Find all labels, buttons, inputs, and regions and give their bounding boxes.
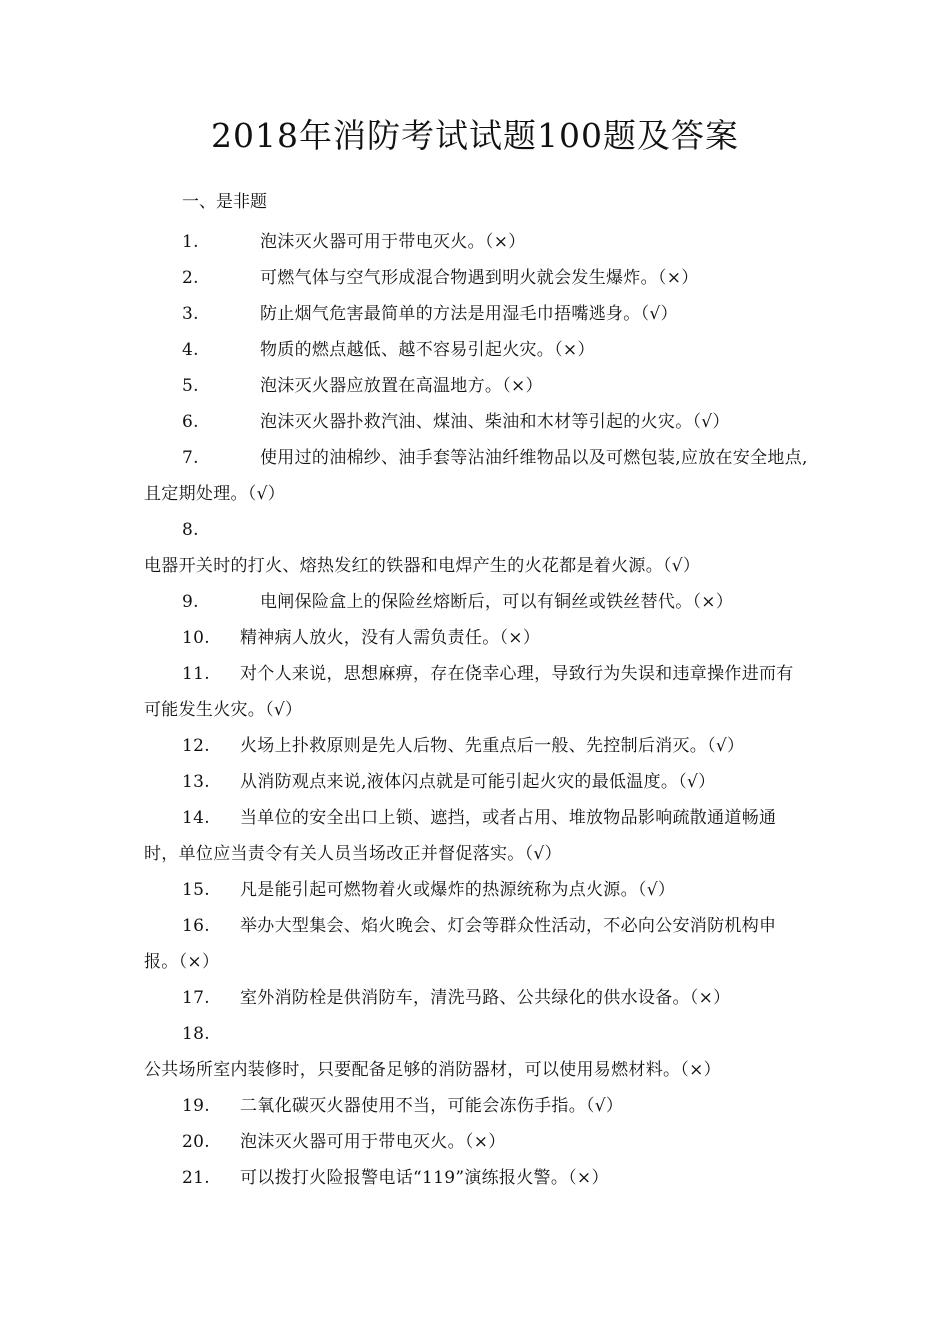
item-number: 19. xyxy=(182,1096,210,1116)
item-text: 举办大型集会、焰火晚会、灯会等群众性活动，不必向公安消防机构申报。（×） xyxy=(144,916,777,972)
item-text: 防止烟气危害最简单的方法是用湿毛巾捂嘴逃身。（√） xyxy=(260,304,678,324)
list-item xyxy=(144,224,810,260)
item-text: 对个人来说，思想麻痹，存在侥幸心理，导致行为失误和违章操作进而有可能发生火灾。（√） xyxy=(144,664,794,720)
item-number: 17. xyxy=(182,988,210,1008)
list-item xyxy=(144,1160,810,1196)
item-number: 2. xyxy=(182,268,199,288)
item-text: 火场上扑救原则是先人后物、先重点后一般、先控制后消灭。（√） xyxy=(240,736,745,756)
item-number: 18. xyxy=(182,1024,210,1044)
list-item xyxy=(144,872,810,908)
list-item xyxy=(144,908,810,980)
item-text: 凡是能引起可燃物着火或爆炸的热源统称为点火源。（√） xyxy=(240,880,676,900)
item-text: 使用过的油棉纱、油手套等沾油纤维物品以及可燃包装,应放在安全地点,且定期处理。（√） xyxy=(144,448,808,504)
list-item xyxy=(144,1088,810,1124)
item-number: 10. xyxy=(182,628,210,648)
item-number: 21. xyxy=(182,1168,210,1188)
item-text: 电器开关时的打火、熔热发红的铁器和电焊产生的火花都是着火源。（√） xyxy=(144,556,701,576)
list-item xyxy=(144,1124,810,1160)
item-number: 16. xyxy=(182,916,210,936)
item-number: 13. xyxy=(182,772,210,792)
item-text: 可燃气体与空气形成混合物遇到明火就会发生爆炸。（×） xyxy=(260,268,699,288)
list-item xyxy=(144,332,810,368)
list-item xyxy=(144,440,810,512)
item-text: 电闸保险盒上的保险丝熔断后，可以有铜丝或铁丝替代。（×） xyxy=(260,592,734,612)
item-text: 泡沫灭火器应放置在高温地方。（×） xyxy=(260,376,543,396)
item-number: 4. xyxy=(182,340,199,360)
item-number: 8. xyxy=(182,520,199,540)
item-text: 当单位的安全出口上锁、遮挡，或者占用、堆放物品影响疏散通道畅通时，单位应当责令有关人员当场改正并督促落实。（√） xyxy=(144,808,777,864)
list-item xyxy=(144,728,810,764)
item-number: 9. xyxy=(182,592,199,612)
list-item xyxy=(144,404,810,440)
list-item xyxy=(144,296,810,332)
item-text: 泡沫灭火器可用于带电灭火。（×） xyxy=(260,232,526,252)
item-text: 泡沫灭火器扑救汽油、煤油、柴油和木材等引起的火灾。（√） xyxy=(260,412,730,432)
item-number: 15. xyxy=(182,880,210,900)
list-item xyxy=(144,512,810,584)
item-text: 精神病人放火，没有人需负责任。（×） xyxy=(240,628,541,648)
item-number: 11. xyxy=(182,664,210,684)
item-number: 6. xyxy=(182,412,199,432)
list-item xyxy=(144,656,810,728)
question-list xyxy=(144,224,810,1196)
item-text: 物质的燃点越低、越不容易引起火灾。（×） xyxy=(260,340,595,360)
section-heading: 一、是非题 xyxy=(182,192,267,212)
list-item xyxy=(144,1016,810,1088)
list-item xyxy=(144,584,810,620)
item-number: 3. xyxy=(182,304,199,324)
item-text: 二氧化碳灭火器使用不当，可能会冻伤手指。（√） xyxy=(240,1096,624,1116)
list-item xyxy=(144,800,810,872)
item-text: 室外消防栓是供消防车，清洗马路、公共绿化的供水设备。（×） xyxy=(240,988,731,1008)
document-title: 2018年消防考试试题100题及答案 xyxy=(211,116,739,155)
list-item xyxy=(144,980,810,1016)
item-text: 公共场所室内装修时，只要配备足够的消防器材，可以使用易燃材料。（×） xyxy=(144,1060,721,1080)
list-item xyxy=(144,764,810,800)
list-item xyxy=(144,368,810,404)
item-number: 5. xyxy=(182,376,199,396)
item-text: 可以拨打火险报警电话“119”演练报火警。（×） xyxy=(240,1168,609,1188)
item-number: 14. xyxy=(182,808,210,828)
list-item xyxy=(144,620,810,656)
list-item xyxy=(144,260,810,296)
item-number: 20. xyxy=(182,1132,210,1152)
item-number: 12. xyxy=(182,736,210,756)
item-text: 泡沫灭火器可用于带电灭火。（×） xyxy=(240,1132,506,1152)
item-number: 1. xyxy=(182,232,199,252)
item-number: 7. xyxy=(182,448,199,468)
item-text: 从消防观点来说,液体闪点就是可能引起火灾的最低温度。（√） xyxy=(240,772,716,792)
